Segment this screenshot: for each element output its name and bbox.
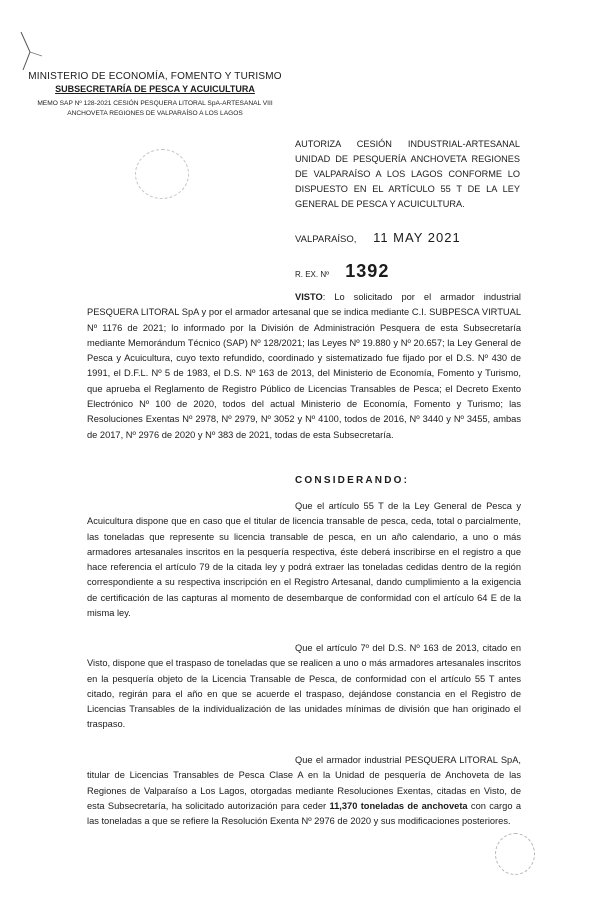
visto-paragraph — [87, 290, 521, 443]
considerando-paragraph-1: Que el artículo 55 T de la Ley General de Pesca y Acuicultura dispone que en caso que el titular de licencia transable de pesca, ceda, total o parcialmente, las toneladas que represente su licencia transable de pesca, en un año calendario, a uno o más armadores artesanales inscritos en la pesquería respectiva, éste deberá inscribirse en el registro a que hace referencia el artículo 79 de la citada ley y podrá extraer las toneladas cedidas dentro de la región correspondiente a su respectiva inscripción en el Registro Artesanal, dando cumplimiento a la exigencia de certificación de las capturas al momento de desembarque de conformidad con el artículo 64 E de la misma ley. — [87, 501, 521, 619]
visto-text: : Lo solicitado por el armador industrial PESQUERA LITORAL SpA y por el armador artesanal que se indica mediante C.I. SUBPESCA VIRTUAL Nº 1176 de 2021; lo informado por la División de Administración Pesquera de esta Subsecretaría mediante Memorándum Técnico (SAP) Nº 128/2021; las Leyes Nº 19.880 y Nº 20.657; la Ley General de Pesca y Acuicultura, cuyo texto refundido, coordinado y sistematizado fue fijado por el D.S. Nº 430 de 1991, el D.F.L. Nº 5 de 1983, el D.S. Nº 163 de 2013, del Ministerio de Economía, Fomento y Turismo, que aprueba el Reglamento de Registro Público de Licencias Transables de Pesca; el Decreto Exento Electrónico Nº 100 de 2020, todos del actual Ministerio de Economía, Fomento y Turismo; las Resoluciones Exentas Nº 2978, Nº 2979, Nº 3052 y Nº 4100, todos de 2016, Nº 3440 y Nº 3455, ambas de 2017, Nº 2976 de 2020 y Nº 383 de 2021, todas de esta Subsecretaría. — [87, 292, 521, 440]
place-and-date — [295, 230, 461, 245]
faded-seal — [495, 833, 535, 875]
considerando-3-text-a: Que el armador industrial PESQUERA LITORAL SpA, titular de Licencias Transables de Pesca Clase A en la Unidad de pesquería de Anchoveta de las Regiones de Valparaíso a Los Lagos, otorgadas mediante Resoluciones Exentas, citadas en Visto, de esta Subsecretaría, ha solicitado autorización para ceder — [87, 755, 521, 811]
handwritten-mark — [18, 30, 48, 72]
ministry-heading: MINISTERIO DE ECONOMÍA, FOMENTO Y TURISMO — [28, 71, 282, 82]
memo-reference-line-2: ANCHOVETA REGIONES DE VALPARAÍSO A LOS LAGOS — [67, 110, 243, 117]
considerando-paragraph-3 — [87, 753, 521, 829]
considerando-3-tonnage: 11,370 toneladas de anchoveta — [329, 800, 468, 811]
subsecretaria-heading: SUBSECRETARÍA DE PESCA Y ACUICULTURA — [55, 84, 255, 94]
rex-number: 1392 — [345, 261, 390, 281]
visto-label: VISTO — [295, 292, 323, 302]
rex-label: R. EX. Nº — [295, 270, 330, 279]
resolution-number — [295, 261, 389, 282]
considerando-3-text-b: con cargo a las toneladas a que se refiere la Resolución Exenta Nº 2976 de 2020 y sus modificaciones posteriores. — [87, 800, 521, 827]
place: VALPARAÍSO, — [295, 234, 357, 245]
date-stamp: 11 MAY 2021 — [373, 230, 461, 245]
faded-stamp — [135, 149, 189, 199]
resolution-title: AUTORIZA CESIÓN INDUSTRIAL-ARTESANAL UNIDAD DE PESQUERÍA ANCHOVETA REGIONES DE VALPARAÍSO A LOS LAGOS CONFORME LO DISPUESTO EN EL ARTÍCULO 55 T DE LA LEY GENERAL DE PESCA Y ACUICULTURA. — [295, 139, 520, 209]
considerando-paragraph-2: Que el artículo 7º del D.S. Nº 163 de 2013, citado en Visto, dispone que el traspaso de toneladas que se realicen a uno o más armadores artesanales inscritos en la pesquería objeto de la Licencia Transable de Pesca, de conformidad con el artículo 55 T antes citado, regirán para el año en que se acuerde el traspaso, dejándose constancia en el Registro de Licencias Transables de la individualización de las unidades mínimas de división que han originado el traspaso. — [87, 643, 521, 730]
considerando-heading: CONSIDERANDO: — [295, 475, 410, 486]
memo-reference-line-1: MEMO SAP Nº 128-2021 CESIÓN PESQUERA LITORAL SpA-ARTESANAL VIII — [37, 100, 273, 107]
